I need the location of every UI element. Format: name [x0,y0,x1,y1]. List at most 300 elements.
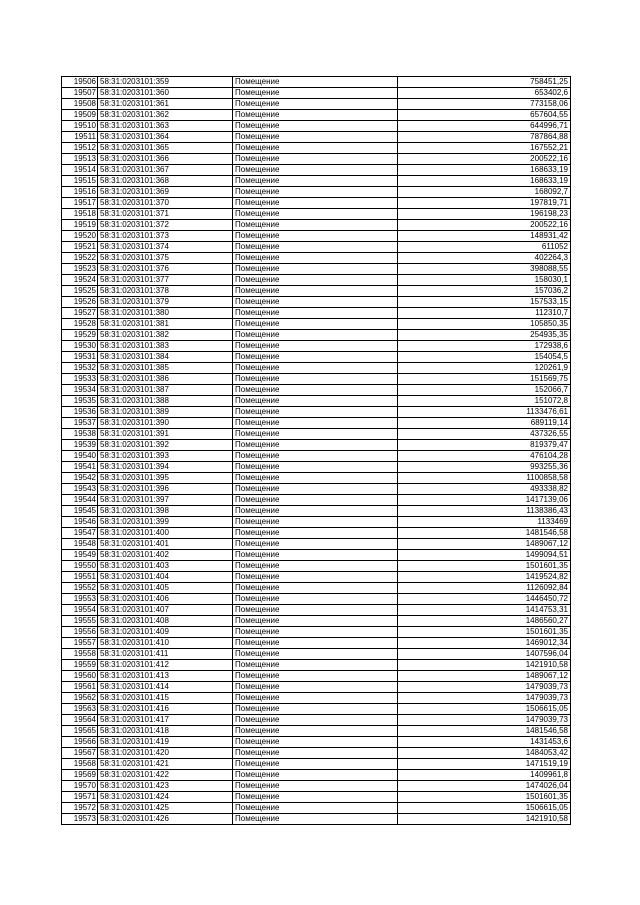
table-row [62,814,571,825]
object-type-cell: Помещение [233,242,398,253]
row-number-cell: 19514 [62,165,98,176]
object-type-cell: Помещение [233,88,398,99]
table-row [62,143,571,154]
row-number-cell: 19529 [62,330,98,341]
table-row [62,649,571,660]
row-number-cell: 19550 [62,561,98,572]
row-number-cell: 19564 [62,715,98,726]
table-row [62,473,571,484]
cadastral-number-cell: 58:31:0203101:423 [98,781,233,792]
cadastral-number-cell: 58:31:0203101:377 [98,275,233,286]
table-row [62,715,571,726]
cadastral-value-cell: 1489067,12 [398,539,571,550]
row-number-cell: 19507 [62,88,98,99]
table-row [62,110,571,121]
row-number-cell: 19543 [62,484,98,495]
object-type-cell: Помещение [233,264,398,275]
table-row [62,385,571,396]
cadastral-number-cell: 58:31:0203101:394 [98,462,233,473]
cadastral-value-cell: 154054,5 [398,352,571,363]
table-row [62,374,571,385]
row-number-cell: 19532 [62,363,98,374]
table-row [62,319,571,330]
cadastral-value-cell: 148931,42 [398,231,571,242]
cadastral-value-cell: 1100858,58 [398,473,571,484]
row-number-cell: 19570 [62,781,98,792]
object-type-cell: Помещение [233,572,398,583]
table-row [62,209,571,220]
table-row [62,198,571,209]
cadastral-number-cell: 58:31:0203101:396 [98,484,233,495]
object-type-cell: Помещение [233,319,398,330]
row-number-cell: 19565 [62,726,98,737]
cadastral-value-cell: 657604,55 [398,110,571,121]
row-number-cell: 19542 [62,473,98,484]
cadastral-value-cell: 168633,19 [398,165,571,176]
row-number-cell: 19531 [62,352,98,363]
table-row [62,506,571,517]
row-number-cell: 19561 [62,682,98,693]
cadastral-number-cell: 58:31:0203101:388 [98,396,233,407]
table-row [62,77,571,88]
object-type-cell: Помещение [233,418,398,429]
cadastral-value-cell: 1506615,05 [398,704,571,715]
cadastral-value-cell: 254935,35 [398,330,571,341]
cadastral-number-cell: 58:31:0203101:391 [98,429,233,440]
row-number-cell: 19526 [62,297,98,308]
row-number-cell: 19520 [62,231,98,242]
row-number-cell: 19555 [62,616,98,627]
cadastral-number-cell: 58:31:0203101:384 [98,352,233,363]
object-type-cell: Помещение [233,737,398,748]
table-row [62,440,571,451]
object-type-cell: Помещение [233,308,398,319]
object-type-cell: Помещение [233,231,398,242]
cadastral-value-cell: 993255,36 [398,462,571,473]
cadastral-number-cell: 58:31:0203101:415 [98,693,233,704]
object-type-cell: Помещение [233,110,398,121]
object-type-cell: Помещение [233,341,398,352]
object-type-cell: Помещение [233,385,398,396]
object-type-cell: Помещение [233,165,398,176]
row-number-cell: 19506 [62,77,98,88]
table-row [62,275,571,286]
row-number-cell: 19525 [62,286,98,297]
row-number-cell: 19508 [62,99,98,110]
object-type-cell: Помещение [233,176,398,187]
row-number-cell: 19521 [62,242,98,253]
object-type-cell: Помещение [233,638,398,649]
table-row [62,638,571,649]
cadastral-value-cell: 398088,55 [398,264,571,275]
cadastral-value-cell: 1419524,82 [398,572,571,583]
cadastral-value-cell: 197819,71 [398,198,571,209]
cadastral-value-cell: 1501601,35 [398,792,571,803]
cadastral-number-cell: 58:31:0203101:368 [98,176,233,187]
row-number-cell: 19522 [62,253,98,264]
cadastral-number-cell: 58:31:0203101:392 [98,440,233,451]
row-number-cell: 19538 [62,429,98,440]
table-row [62,396,571,407]
row-number-cell: 19567 [62,748,98,759]
cadastral-value-cell: 1126092,84 [398,583,571,594]
cadastral-number-cell: 58:31:0203101:387 [98,385,233,396]
cadastral-value-cell: 151072,8 [398,396,571,407]
object-type-cell: Помещение [233,803,398,814]
cadastral-number-cell: 58:31:0203101:412 [98,660,233,671]
table-row [62,407,571,418]
cadastral-value-cell: 200522,16 [398,220,571,231]
cadastral-value-cell: 1133469 [398,517,571,528]
cadastral-number-cell: 58:31:0203101:364 [98,132,233,143]
table-row [62,462,571,473]
table-row [62,88,571,99]
table-row [62,594,571,605]
table-row [62,341,571,352]
object-type-cell: Помещение [233,528,398,539]
table-row [62,495,571,506]
object-type-cell: Помещение [233,484,398,495]
object-type-cell: Помещение [233,704,398,715]
cadastral-value-cell: 653402,6 [398,88,571,99]
cadastral-value-cell: 644996,71 [398,121,571,132]
row-number-cell: 19523 [62,264,98,275]
cadastral-number-cell: 58:31:0203101:406 [98,594,233,605]
object-type-cell: Помещение [233,253,398,264]
cadastral-number-cell: 58:31:0203101:360 [98,88,233,99]
object-type-cell: Помещение [233,517,398,528]
table-row [62,165,571,176]
cadastral-value-cell: 1409961,8 [398,770,571,781]
object-type-cell: Помещение [233,407,398,418]
object-type-cell: Помещение [233,583,398,594]
object-type-cell: Помещение [233,495,398,506]
table-row [62,792,571,803]
cadastral-value-cell: 437326,55 [398,429,571,440]
cadastral-number-cell: 58:31:0203101:369 [98,187,233,198]
table-row [62,660,571,671]
table-row [62,451,571,462]
row-number-cell: 19558 [62,649,98,660]
row-number-cell: 19545 [62,506,98,517]
cadastral-value-cell: 1417139,06 [398,495,571,506]
object-type-cell: Помещение [233,99,398,110]
table-row [62,176,571,187]
cadastral-value-cell: 1499094,51 [398,550,571,561]
row-number-cell: 19530 [62,341,98,352]
cadastral-value-cell: 1469012,34 [398,638,571,649]
cadastral-value-cell: 151569,75 [398,374,571,385]
row-number-cell: 19562 [62,693,98,704]
object-type-cell: Помещение [233,550,398,561]
row-number-cell: 19519 [62,220,98,231]
table-row [62,484,571,495]
table-row [62,242,571,253]
cadastral-value-cell: 168092,7 [398,187,571,198]
cadastral-number-cell: 58:31:0203101:380 [98,308,233,319]
row-number-cell: 19549 [62,550,98,561]
cadastral-number-cell: 58:31:0203101:422 [98,770,233,781]
cadastral-number-cell: 58:31:0203101:386 [98,374,233,385]
table-row [62,572,571,583]
cadastral-number-cell: 58:31:0203101:405 [98,583,233,594]
object-type-cell: Помещение [233,561,398,572]
cadastral-value-cell: 105850,35 [398,319,571,330]
table-row [62,231,571,242]
object-type-cell: Помещение [233,748,398,759]
cadastral-value-cell: 1489067,12 [398,671,571,682]
cadastral-value-cell: 1479039,73 [398,682,571,693]
cadastral-value-cell: 1481546,58 [398,528,571,539]
table-row [62,726,571,737]
object-type-cell: Помещение [233,539,398,550]
cadastral-value-cell: 1481546,58 [398,726,571,737]
cadastral-number-cell: 58:31:0203101:419 [98,737,233,748]
row-number-cell: 19533 [62,374,98,385]
table-row [62,583,571,594]
cadastral-number-cell: 58:31:0203101:374 [98,242,233,253]
object-type-cell: Помещение [233,726,398,737]
row-number-cell: 19563 [62,704,98,715]
object-type-cell: Помещение [233,429,398,440]
table-row [62,517,571,528]
table-row [62,187,571,198]
cadastral-number-cell: 58:31:0203101:378 [98,286,233,297]
cadastral-value-cell: 1407596,04 [398,649,571,660]
row-number-cell: 19524 [62,275,98,286]
cadastral-value-cell: 787864,88 [398,132,571,143]
object-type-cell: Помещение [233,330,398,341]
table-row [62,605,571,616]
cadastral-value-cell: 1138386,43 [398,506,571,517]
object-type-cell: Помещение [233,220,398,231]
cadastral-value-cell: 1506615,05 [398,803,571,814]
object-type-cell: Помещение [233,198,398,209]
cadastral-number-cell: 58:31:0203101:365 [98,143,233,154]
table-row [62,616,571,627]
row-number-cell: 19535 [62,396,98,407]
cadastral-number-cell: 58:31:0203101:389 [98,407,233,418]
cadastral-value-cell: 152066,7 [398,385,571,396]
cadastral-value-cell: 168633,19 [398,176,571,187]
row-number-cell: 19513 [62,154,98,165]
object-type-cell: Помещение [233,187,398,198]
row-number-cell: 19554 [62,605,98,616]
cadastral-value-cell: 1414753,31 [398,605,571,616]
cadastral-value-cell: 167552,21 [398,143,571,154]
cadastral-number-cell: 58:31:0203101:363 [98,121,233,132]
object-type-cell: Помещение [233,275,398,286]
object-type-cell: Помещение [233,440,398,451]
cadastral-value-cell: 819379,47 [398,440,571,451]
cadastral-number-cell: 58:31:0203101:402 [98,550,233,561]
cadastral-value-cell: 1479039,73 [398,715,571,726]
row-number-cell: 19511 [62,132,98,143]
row-number-cell: 19552 [62,583,98,594]
cadastral-value-cell: 157533,15 [398,297,571,308]
table-row [62,132,571,143]
table-row [62,561,571,572]
object-type-cell: Помещение [233,814,398,825]
object-type-cell: Помещение [233,649,398,660]
cadastral-value-cell: 157036,2 [398,286,571,297]
object-type-cell: Помещение [233,451,398,462]
row-number-cell: 19566 [62,737,98,748]
cadastral-number-cell: 58:31:0203101:385 [98,363,233,374]
object-type-cell: Помещение [233,121,398,132]
table-row [62,671,571,682]
object-type-cell: Помещение [233,759,398,770]
cadastral-number-cell: 58:31:0203101:361 [98,99,233,110]
cadastral-value-cell: 689119,14 [398,418,571,429]
row-number-cell: 19516 [62,187,98,198]
cadastral-value-cell: 1446450,72 [398,594,571,605]
cadastral-value-cell: 1471519,19 [398,759,571,770]
cadastral-number-cell: 58:31:0203101:404 [98,572,233,583]
object-type-cell: Помещение [233,660,398,671]
object-type-cell: Помещение [233,132,398,143]
table-row [62,539,571,550]
object-type-cell: Помещение [233,396,398,407]
cadastral-value-cell: 1133476,61 [398,407,571,418]
row-number-cell: 19548 [62,539,98,550]
cadastral-value-cell: 172938,6 [398,341,571,352]
object-type-cell: Помещение [233,693,398,704]
cadastral-number-cell: 58:31:0203101:426 [98,814,233,825]
cadastral-number-cell: 58:31:0203101:359 [98,77,233,88]
cadastral-number-cell: 58:31:0203101:409 [98,627,233,638]
table-row [62,693,571,704]
table-row [62,781,571,792]
table-row [62,429,571,440]
table-row [62,737,571,748]
table-row [62,682,571,693]
cadastral-number-cell: 58:31:0203101:408 [98,616,233,627]
cadastral-number-cell: 58:31:0203101:397 [98,495,233,506]
cadastral-number-cell: 58:31:0203101:401 [98,539,233,550]
cadastral-number-cell: 58:31:0203101:417 [98,715,233,726]
cadastral-number-cell: 58:31:0203101:393 [98,451,233,462]
cadastral-number-cell: 58:31:0203101:367 [98,165,233,176]
object-type-cell: Помещение [233,374,398,385]
row-number-cell: 19559 [62,660,98,671]
table-row [62,759,571,770]
table-row [62,330,571,341]
object-type-cell: Помещение [233,770,398,781]
table-row [62,308,571,319]
cadastral-value-cell: 758451,25 [398,77,571,88]
cadastral-value-cell: 1421910,58 [398,814,571,825]
cadastral-number-cell: 58:31:0203101:375 [98,253,233,264]
table-row [62,121,571,132]
cadastral-number-cell: 58:31:0203101:390 [98,418,233,429]
object-type-cell: Помещение [233,297,398,308]
table-row [62,748,571,759]
cadastral-value-cell: 1431453,6 [398,737,571,748]
cadastral-value-cell: 1484053,42 [398,748,571,759]
cadastral-number-cell: 58:31:0203101:416 [98,704,233,715]
row-number-cell: 19534 [62,385,98,396]
cadastral-number-cell: 58:31:0203101:372 [98,220,233,231]
row-number-cell: 19540 [62,451,98,462]
cadastral-value-cell: 611052 [398,242,571,253]
row-number-cell: 19510 [62,121,98,132]
cadastral-number-cell: 58:31:0203101:362 [98,110,233,121]
cadastral-value-cell: 1474026,04 [398,781,571,792]
row-number-cell: 19528 [62,319,98,330]
cadastral-number-cell: 58:31:0203101:403 [98,561,233,572]
cadastral-value-cell: 1486560,27 [398,616,571,627]
cadastral-value-cell: 112310,7 [398,308,571,319]
row-number-cell: 19512 [62,143,98,154]
object-type-cell: Помещение [233,286,398,297]
table-row [62,704,571,715]
object-type-cell: Помещение [233,473,398,484]
object-type-cell: Помещение [233,462,398,473]
cadastral-number-cell: 58:31:0203101:400 [98,528,233,539]
cadastral-number-cell: 58:31:0203101:414 [98,682,233,693]
object-type-cell: Помещение [233,781,398,792]
cadastral-number-cell: 58:31:0203101:410 [98,638,233,649]
registry-table-body [62,77,571,825]
object-type-cell: Помещение [233,792,398,803]
cadastral-value-cell: 773158,06 [398,99,571,110]
table-row [62,297,571,308]
cadastral-number-cell: 58:31:0203101:382 [98,330,233,341]
row-number-cell: 19573 [62,814,98,825]
cadastral-value-cell: 200522,16 [398,154,571,165]
cadastral-number-cell: 58:31:0203101:366 [98,154,233,165]
cadastral-number-cell: 58:31:0203101:399 [98,517,233,528]
cadastral-value-cell: 196198,23 [398,209,571,220]
object-type-cell: Помещение [233,77,398,88]
row-number-cell: 19546 [62,517,98,528]
cadastral-number-cell: 58:31:0203101:424 [98,792,233,803]
row-number-cell: 19571 [62,792,98,803]
object-type-cell: Помещение [233,682,398,693]
table-row [62,253,571,264]
row-number-cell: 19515 [62,176,98,187]
row-number-cell: 19539 [62,440,98,451]
cadastral-value-cell: 1479039,73 [398,693,571,704]
object-type-cell: Помещение [233,594,398,605]
table-row [62,286,571,297]
cadastral-value-cell: 476104,28 [398,451,571,462]
cadastral-number-cell: 58:31:0203101:379 [98,297,233,308]
cadastral-number-cell: 58:31:0203101:418 [98,726,233,737]
object-type-cell: Помещение [233,154,398,165]
row-number-cell: 19518 [62,209,98,220]
cadastral-number-cell: 58:31:0203101:420 [98,748,233,759]
table-row [62,99,571,110]
table-row [62,528,571,539]
cadastral-number-cell: 58:31:0203101:370 [98,198,233,209]
object-type-cell: Помещение [233,605,398,616]
object-type-cell: Помещение [233,715,398,726]
row-number-cell: 19517 [62,198,98,209]
cadastral-number-cell: 58:31:0203101:373 [98,231,233,242]
row-number-cell: 19547 [62,528,98,539]
cadastral-value-cell: 1501601,35 [398,627,571,638]
row-number-cell: 19537 [62,418,98,429]
row-number-cell: 19556 [62,627,98,638]
cadastral-number-cell: 58:31:0203101:395 [98,473,233,484]
table-row [62,803,571,814]
row-number-cell: 19560 [62,671,98,682]
table-row [62,418,571,429]
registry-table [61,76,571,825]
table-row [62,220,571,231]
